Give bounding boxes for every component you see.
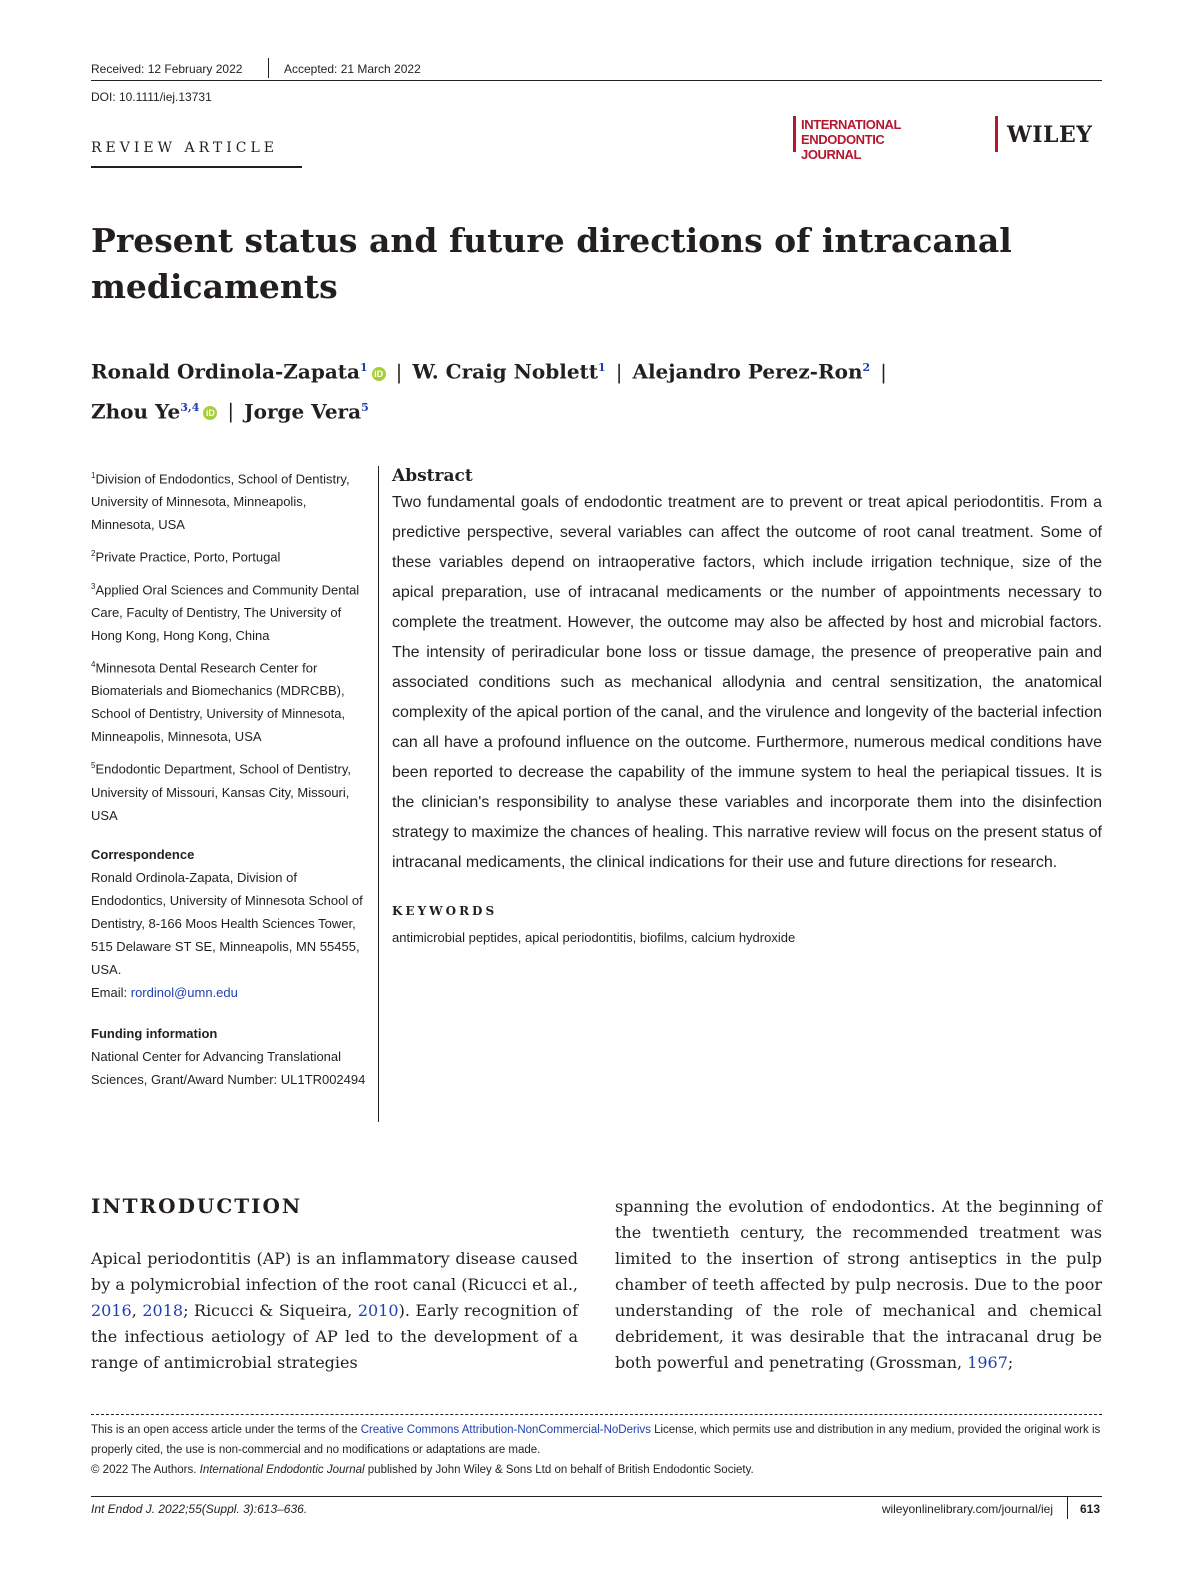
article-title: Present status and future directions of intracanal medicaments bbox=[91, 221, 1012, 306]
page-number: 613 bbox=[1080, 1502, 1101, 1516]
footer-separator bbox=[1067, 1497, 1068, 1519]
affiliation: $^1$Division of Endodontics, School of Dentistry, University of Minnesota, Minneapolis, Minnesota, USA bbox=[91, 471, 350, 533]
citation-info: Int Endod J. 2022;55(Suppl. 3):613–636. bbox=[91, 1502, 308, 1516]
funding-text: National Center for Advancing Translational Sciences, Grant/Award Number: UL1TR002494 bbox=[91, 1048, 366, 1087]
author-affiliation-ref[interactable]: 3,4 bbox=[180, 400, 200, 414]
affiliation: $^4$Minnesota Dental Research Center for Biomaterials and Biomechanics (MDRCBB), School of Dentistry, University of Minnesota, Minneapolis, Minnesota, USA bbox=[91, 659, 346, 745]
doi[interactable]: DOI: 10.1111/iej.13731 bbox=[91, 90, 212, 104]
abstract-heading: Abstract bbox=[392, 466, 473, 486]
author-affiliation-ref[interactable]: 1 bbox=[598, 361, 606, 374]
article-type: REVIEW ARTICLE bbox=[91, 140, 278, 156]
body-column-1: Apical periodontitis (AP) is an inflammatory disease caused by a polymicrobial infection of the root canal (Ricucci et al., 2016, 2018; Ricucci & Siqueira, 2010). Early recognition of the infectious aetiology of AP led to the development of a range of antimicrobial strategies bbox=[91, 1249, 578, 1372]
citation-link[interactable]: 2018 bbox=[142, 1301, 184, 1320]
funding-label: Funding information bbox=[91, 1025, 218, 1041]
keywords-heading: KEYWORDS bbox=[392, 904, 498, 918]
column-divider bbox=[378, 466, 379, 1122]
logo-divider-icon bbox=[995, 116, 998, 152]
orcid-icon[interactable]: iD bbox=[372, 367, 386, 381]
abstract-text: Two fundamental goals of endodontic treatment are to prevent or treat apical periodontitis. From a predictive perspective, several variables can affect the outcome of root canal treatment. Some of these variables depend on intraoperative factors, which include irrigation technique, size of the apical preparation, use of intracanal medicaments or the number of appointments necessary to complete the treatment. However, the outcome may also be affected by host and microbial factors. The intensity of periradicular bone loss or tissue damage, the presence of preoperative pain and associated conditions such as mechanical allodynia and central sensitization, the anatomical complexity of the apical portion of the canal, and the virulence and longevity of the bacterial infection can all have a profound influence on the outcome. Furthermore, numerous medical conditions have been reported to decrease the capability of the immune system to heal the periapical tissues. It is the clinician's responsibility to analyse these variables and incorporate them into the disinfection strategy to maximize the chances of healing. This narrative review will focus on the present status of intracanal medicaments, the clinical indications for their use and future directions for research. bbox=[392, 494, 1102, 871]
section-heading: INTRODUCTION bbox=[91, 1194, 303, 1218]
footer-rule bbox=[91, 1496, 1102, 1497]
citation-link[interactable]: 2016 bbox=[91, 1301, 132, 1320]
header-rule bbox=[91, 80, 1102, 81]
keywords: antimicrobial peptides, apical periodontitis, biofilms, calcium hydroxide bbox=[392, 930, 796, 945]
author-affiliation-ref[interactable]: 5 bbox=[361, 400, 369, 414]
affiliation: $^3$Applied Oral Sciences and Community Dental Care, Faculty of Dentistry, The University of Hong Kong, Hong Kong, China bbox=[91, 581, 360, 643]
accepted-date: Accepted: 21 March 2022 bbox=[284, 62, 421, 76]
orcid-icon[interactable]: iD bbox=[203, 406, 217, 420]
author-affiliation-ref[interactable]: 1 bbox=[359, 361, 368, 374]
license-link[interactable]: Creative Commons Attribution-NonCommercial-NoDerivs bbox=[360, 1424, 651, 1436]
author-name[interactable]: Zhou Ye bbox=[91, 399, 181, 424]
correspondence-email-row: Email: rordinol@umn.edu bbox=[91, 984, 238, 1000]
author-name[interactable]: Ronald Ordinola-Zapata bbox=[91, 359, 360, 384]
author-list: Ronald Ordinola-Zapata$^1$ iD | W. Craig Noblett$^1$ | Alejandro Perez-Ron$^2$ | Zhou Ye$^{3,4}$ iD | Jorge Vera$^5$ bbox=[91, 359, 887, 424]
author-name[interactable]: W. Craig Noblett bbox=[412, 359, 599, 384]
email-link[interactable]: rordinol@umn.edu bbox=[130, 984, 238, 1000]
author-name[interactable]: Jorge Vera bbox=[244, 399, 362, 424]
header-separator bbox=[268, 58, 269, 78]
logo-bar-icon bbox=[793, 116, 796, 152]
affiliation: $^2$Private Practice, Porto, Portugal bbox=[91, 549, 281, 565]
author-name[interactable]: Alejandro Perez-Ron bbox=[632, 359, 863, 384]
author-affiliation-ref[interactable]: 2 bbox=[862, 361, 871, 374]
article-type-underline bbox=[91, 166, 302, 168]
citation-link[interactable]: 1967 bbox=[967, 1353, 1008, 1372]
journal-name-line1: INTERNATIONAL bbox=[801, 117, 901, 132]
correspondence-text: Ronald Ordinola-Zapata, Division of Endodontics, University of Minnesota School of Dentistry, 8-166 Moos Health Sciences Tower, 515 Delaware ST SE, Minneapolis, MN 55455, USA. bbox=[91, 869, 363, 977]
publisher-logo: WILEY bbox=[1007, 122, 1093, 148]
journal-url[interactable]: wileyonlinelibrary.com/journal/iej bbox=[881, 1502, 1053, 1516]
license-notice: This is an open access article under the terms of the Creative Commons Attribution-NonCommercial-NoDerivs License, which permits use and distribution in any medium, provided the original work is properly cited, the use is non-commercial and no modifications or adaptations are made. © 2022 The Authors. International Endodontic Journal published by John Wiley & Sons Ltd on behalf of British Endodontic Society. bbox=[91, 1424, 1101, 1476]
correspondence-label: Correspondence bbox=[91, 846, 195, 862]
body-column-2: spanning the evolution of endodontics. At the beginning of the twentieth century, the recommended treatment was limited to the insertion of strong antiseptics in the pulp chamber of teeth affected by pulp necrosis. Due to the poor understanding of the role of mechanical and chemical debridement, it was desirable that the intracanal drug be both powerful and penetrating (Grossman, 1967; bbox=[615, 1197, 1102, 1372]
affiliation: $^5$Endodontic Department, School of Dentistry, University of Missouri, Kansas City, Missouri, USA bbox=[91, 761, 352, 823]
journal-name-line2: ENDODONTIC JOURNAL bbox=[801, 132, 885, 162]
affiliations-column bbox=[91, 464, 371, 1091]
citation-link[interactable]: 2010 bbox=[357, 1301, 399, 1320]
abstract-section bbox=[392, 464, 1102, 945]
received-date: Received: 12 February 2022 bbox=[91, 62, 243, 76]
license-divider bbox=[91, 1414, 1102, 1415]
